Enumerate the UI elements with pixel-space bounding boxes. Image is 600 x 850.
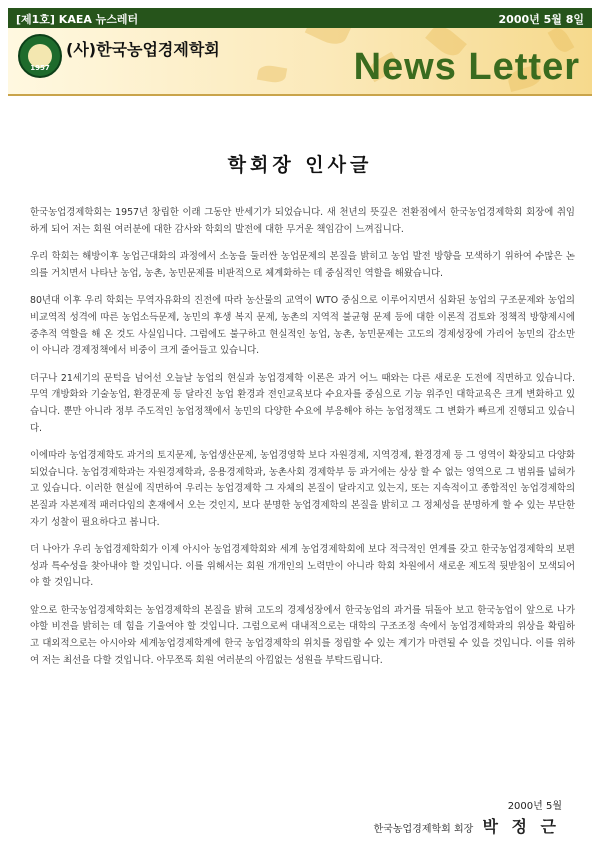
signature — [374, 814, 560, 837]
signature-role: 한국농업경제학회 회장 — [373, 824, 474, 835]
signature-name: 박 정 근 — [482, 817, 560, 836]
society-logo — [18, 34, 62, 78]
paragraph: 80년대 이후 우리 학회는 무역자유화의 진전에 따라 농산물의 교역이 WTO 중심으로 이루어지면서 심화된 농업의 구조문제와 농업의 비교역적 성격에 따른 농업소득문제, 농민의 후생 복지 문제, 농촌의 지역적 불균형 문제 등에 대한 이론적 검토와 정책적 방향제시에 중추적 역할을 해 온 것도 사실입니다. 그럼에도 불구하고 현실적인 농업, 농촌, 농민문제는 고도의 경제성장에 가리어 농민의 감소만이 아니라 경제정책에서 비중이 크게 줄어들고 있습니다. — [30, 295, 575, 357]
issue-date: 2000년 5월 8일 — [498, 13, 584, 26]
article-title: 학회장 인사글 — [227, 154, 373, 176]
organization-name: (사)한국농업경제학회 — [66, 40, 220, 59]
leaf-decoration — [305, 28, 351, 49]
signature-date: 2000년 5월 — [507, 801, 562, 812]
paragraph: 더구나 21세기의 문턱을 넘어선 오늘날 농업의 현실과 농업경제학 이론은 과거 어느 때와는 다른 새로운 도전에 직면하고 있습니다. 무역 개방화와 기술농업, 환경문제 등 달라진 농업 환경과 전인교육보다 수요자를 중심으로 기능 위주인 대학교육은 크게 변화하고 있습니다. 뿐만 아니라 정부 주도적인 농업정책에서 농민의 다양한 수요에 부응해야 하는 농업정책도 그 변화가 빠르게 진행되고 있습니다. — [30, 372, 575, 434]
masthead — [8, 28, 592, 96]
paragraph: 우리 학회는 해방이후 농업근대화의 과정에서 소농을 둘러싼 농업문제의 본질을 밝히고 농업 발전 방향을 모색하기 위하여 수많은 논의를 거치면서 나타난 농업, 농촌, 농민문제를 비판적으로 체계화하는 데 중심적인 역할을 해왔습니다. — [30, 251, 575, 279]
leaf-decoration — [257, 64, 287, 85]
issue-label: [제1호] KAEA 뉴스레터 — [16, 13, 139, 26]
header-bar — [8, 8, 592, 28]
article-body — [30, 205, 575, 680]
paragraph: 한국농업경제학회는 1957년 창립한 이래 그동안 반세기가 되었습니다. 새 천년의 뜻깊은 전환점에서 한국농업경제학회 회장에 취임하게 되어 저는 회원 여러분에 대한 감사와 학회의 발전에 대한 무거운 책임감이 느껴집니다. — [30, 207, 575, 235]
paragraph: 앞으로 한국농업경제학회는 농업경제학의 본질을 밝혀 고도의 경제성장에서 한국농업의 과거를 뒤돌아 보고 한국농업이 앞으로 나가야할 비전을 밝히는 데 힘을 기울여야 할 것입니다. 그럼으로써 대내적으로는 대학의 구조조정 속에서 농업경제학과의 위상을 확립하고 대외적으로는 아시아와 세계농업경제학계에 한국 농업경제학의 위치를 정립할 수 있는 계기가 마련될 수 있을 것입니다. 이를 위하여 저는 최선을 다할 것입니다. 아무쪼록 회원 여러분의 아낌없는 성원을 부탁드립니다. — [30, 604, 575, 666]
logo-year: 1957 — [30, 64, 50, 72]
newsletter-title: News Letter — [353, 46, 580, 88]
paragraph: 이에따라 농업경제학도 과거의 토지문제, 농업생산문제, 농업경영학 보다 자원경제, 지역경제, 환경경제 등 그 영역이 확장되고 다양화되었습니다. 농업경제학과는 자원경제학과, 응용경제학과, 농촌사회 경제학부 등 과거에는 상상 할 수 없는 영역으로 그 범위를 넓혀가고 있습니다. 이러한 현실에 직면하여 우리는 농업경제학 그 자체의 본질이 달라지고 있는지, 또는 지속적이고 종합적인 농업경제학의 본질과 자본제적 패러다임의 혼재에서 오는 것인지, 보다 분명한 농업경제학의 본질을 밝히고 그 정체성을 분명하게 할 수 있는 부단한 자기 성찰이 필요하다고 봅니다. — [30, 450, 575, 528]
paragraph: 더 나아가 우리 농업경제학회가 이제 아시아 농업경제학회와 세계 농업경제학회에 보다 적극적인 연계를 갖고 한국농업경제학의 보편성과 특수성을 찾아내야 할 것입니다. 이를 위해서는 회원 개개인의 노력만이 아니라 학회 차원에서 새로운 제도적 뒷받침이 모색되어야 할 것입니다. — [30, 544, 575, 589]
